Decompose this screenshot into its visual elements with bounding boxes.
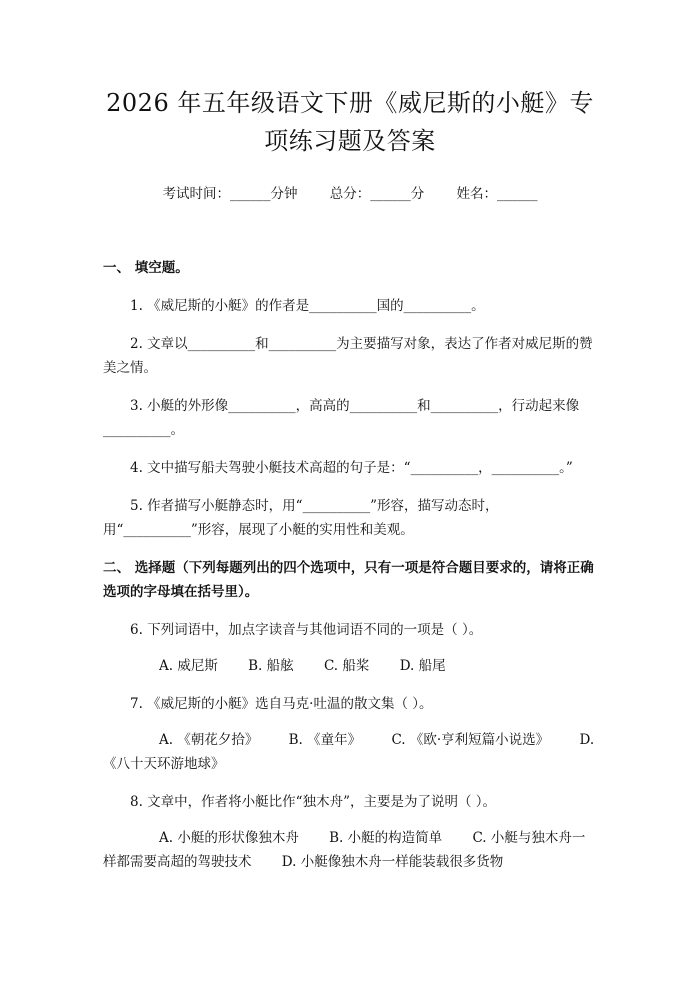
question-6: 6. 下列词语中，加点字读音与其他词语不同的一项是（ ）。 xyxy=(130,622,483,638)
question-8-options xyxy=(103,826,597,874)
question-8: 8. 文章中，作者将小艇比作“独木舟”，主要是为了说明（ ）。 xyxy=(130,794,497,810)
question-2: 2. 文章以__________和__________为主要描写对象，表达了作者对威尼斯的赞美之情。 xyxy=(103,336,593,376)
option-c: C. 《欧·亨利短篇小说选》 xyxy=(391,732,550,748)
student-name: 姓名：______ xyxy=(456,186,538,202)
option-a: A. 小艇的形状像独木舟 xyxy=(159,830,299,846)
question-7-options xyxy=(103,728,597,776)
option-a: A. 威尼斯 xyxy=(159,658,218,674)
option-b: B. 小艇的构造简单 xyxy=(329,830,443,846)
question-6-options xyxy=(103,654,597,678)
option-d: D. 《八十天环游地球》 xyxy=(103,732,595,772)
option-b: B. 船舷 xyxy=(248,658,294,674)
page-title: 2026 年五年级语文下册《威尼斯的小艇》专项练习题及答案 xyxy=(106,89,594,155)
question-5: 5. 作者描写小艇静态时，用“__________”形容，描写动态时，用“__________”形容，展现了小艇的实用性和美观。 xyxy=(103,498,499,538)
exam-time: 考试时间：______分钟 xyxy=(162,186,298,202)
option-b: B. 《童年》 xyxy=(288,732,362,748)
exam-score: 总分：______分 xyxy=(329,186,425,202)
option-d: D. 小艇像独木舟一样能装载很多货物 xyxy=(281,854,504,870)
question-1: 1. 《威尼斯的小艇》的作者是__________国的__________。 xyxy=(130,298,485,314)
question-3: 3. 小艇的外形像__________，高高的__________和__________，行动起来像__________。 xyxy=(103,398,580,438)
option-c: C. 船桨 xyxy=(323,658,370,674)
section-heading-multiple-choice: 二、 选择题（下列每题列出的四个选项中，只有一项是符合题目要求的，请将正确选项的字母填在括号里）。 xyxy=(103,560,594,600)
exam-meta xyxy=(103,184,597,204)
option-c: C. 小艇与独木舟一样都需要高超的驾驶技术 xyxy=(103,830,586,870)
question-4: 4. 文中描写船夫驾驶小艇技术高超的句子是：“__________，__________。” xyxy=(130,460,573,476)
exam-page xyxy=(0,84,700,989)
option-a: A. 《朝花夕拾》 xyxy=(159,732,259,748)
question-7: 7. 《威尼斯的小艇》选自马克·吐温的散文集（ ）。 xyxy=(130,696,433,712)
option-d: D. 船尾 xyxy=(399,658,446,674)
section-heading-fill-blank: 一、 填空题。 xyxy=(103,260,189,276)
